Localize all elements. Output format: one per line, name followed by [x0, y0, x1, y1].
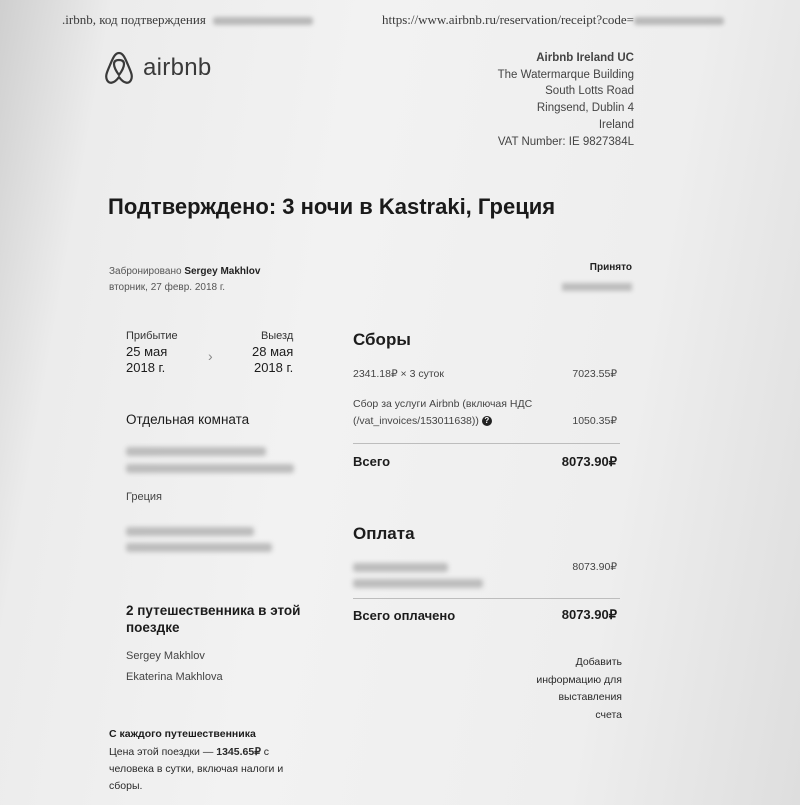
fees-title: Сборы [353, 330, 411, 349]
airbnb-logo-icon [103, 50, 135, 86]
redacted-confirmation-code [562, 283, 632, 291]
per-traveler-title: С каждого путешественника [109, 728, 256, 740]
address-line: The Watermarque Building [497, 68, 634, 81]
booker-name: Sergey Makhlov [184, 266, 261, 277]
per-traveler-text: Цена этой поездки — 1345.65₽ с человека в сутки, включая налоги и сборы. [109, 746, 284, 792]
country: Греция [126, 491, 162, 503]
payment-amount: 8073.90₽ [572, 561, 617, 573]
room-type: Отдельная комната [126, 412, 250, 427]
page-tab-title: .irbnb, код подтверждения [62, 12, 313, 28]
service-fee-label: Сбор за услуги Airbnb (включая НДС (/vat_invoices/153011638)) ? [353, 398, 533, 427]
arrival-year: 2018 г. [126, 360, 166, 375]
add-billing-info-link[interactable]: Добавить информацию для выставления счета [536, 656, 622, 721]
address-line: South Lotts Road [545, 85, 634, 98]
departure-year: 2018 г. [253, 360, 294, 375]
redacted-payment-method [353, 563, 448, 572]
departure [252, 330, 293, 376]
guest-name: Sergey Makhlov [126, 650, 205, 662]
redacted-address [126, 447, 266, 456]
redacted-url-code [634, 17, 724, 25]
departure-day: 28 мая [252, 344, 294, 359]
address-line: Ringsend, Dublin 4 [536, 102, 634, 115]
chevron-right-icon: › [208, 348, 213, 364]
redacted-host-contact [126, 543, 272, 552]
arrival-day: 25 мая [126, 344, 168, 359]
company-address [498, 50, 634, 150]
address-line: Ireland [598, 118, 634, 131]
guests-title: 2 путешественника в этой поездке [126, 603, 301, 635]
vat-invoice-link[interactable]: (/vat_invoices/153011638)) [353, 415, 479, 427]
service-fee-amount: 1050.35₽ [572, 415, 617, 427]
per-traveler-amount: 1345.65₽ [216, 746, 261, 758]
paid-total-amount: 8073.90₽ [561, 607, 617, 622]
booking-info: Забронировано Sergey Makhlov вторник, 27 февр. 2018 г. [109, 264, 260, 296]
page-url: https://www.airbnb.ru/reservation/receipt?code= [382, 12, 724, 28]
fees-total-amount: 8073.90₽ [561, 454, 617, 469]
divider [353, 598, 620, 599]
company-name: Airbnb Ireland UC [536, 52, 634, 64]
vat-number: VAT Number: IE 9827384L [497, 135, 634, 148]
paid-total-label: Всего оплачено [353, 608, 456, 623]
print-header [0, 10, 800, 32]
nightly-rate-label: 2341.18₽ × 3 суток [353, 368, 444, 380]
redacted-address [126, 464, 294, 473]
arrival-label: Прибытие [126, 330, 178, 342]
page-title: Подтверждено: 3 ночи в Kastraki, Греция [108, 194, 556, 219]
airbnb-logo [103, 50, 212, 86]
status-badge: Принято [562, 262, 632, 291]
divider [353, 443, 620, 444]
question-mark-icon[interactable]: ? [482, 416, 492, 426]
redacted-code [213, 17, 313, 25]
departure-label: Выезд [260, 330, 294, 342]
redacted-host-contact [126, 527, 254, 536]
nightly-rate-amount: 7023.55₽ [572, 368, 617, 380]
booking-date: вторник, 27 февр. 2018 г. [109, 282, 226, 293]
fees-total-label: Всего [353, 454, 391, 469]
logo-wordmark: airbnb [143, 54, 212, 81]
arrival [126, 330, 178, 376]
guest-name: Ekaterina Makhlova [126, 671, 223, 683]
payment-title: Оплата [353, 524, 415, 543]
redacted-payment-date [353, 579, 483, 588]
